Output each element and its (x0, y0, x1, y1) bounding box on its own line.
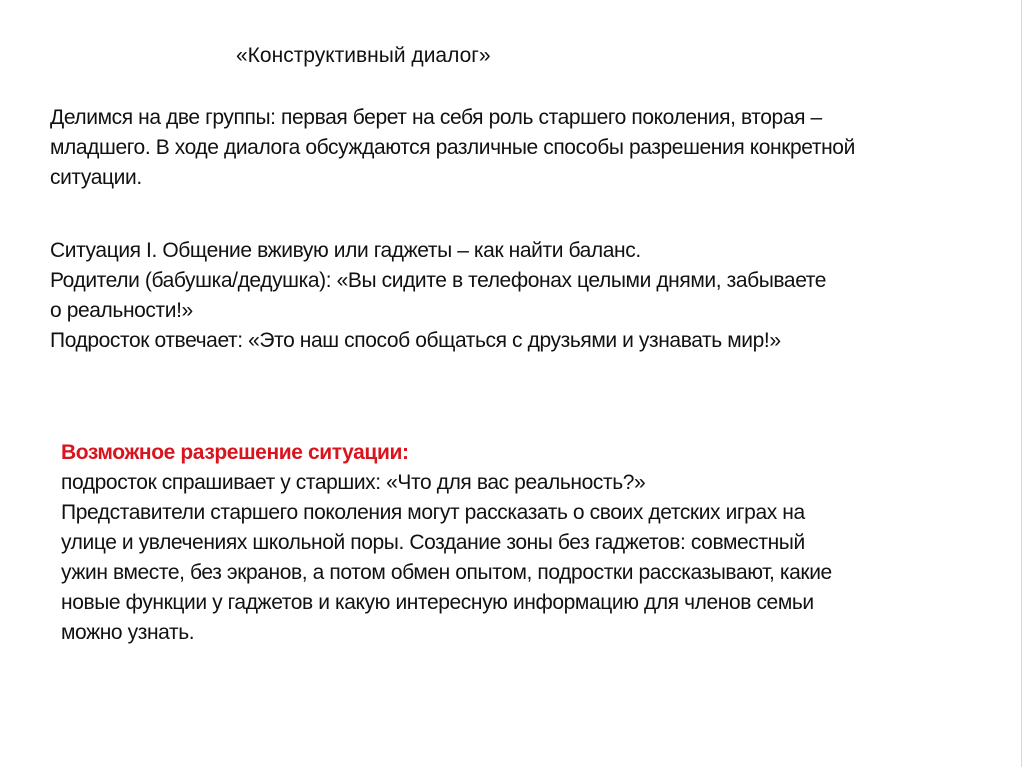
intro-line: ситуации. (50, 166, 142, 189)
parents-quote-line: Родители (бабушка/дедушка): «Вы сидите в телефонах целыми днями, забываете (50, 269, 827, 292)
parents-quote-line: о реальности!» (50, 299, 193, 322)
resolution-line: можно узнать. (61, 621, 195, 644)
slide-edge-divider (1021, 0, 1022, 767)
resolution-line: ужин вместе, без экранов, а потом обмен опытом, подростки рассказывают, какие (61, 561, 832, 584)
teen-reply-line: Подросток отвечает: «Это наш способ общаться с друзьями и узнавать мир!» (50, 329, 781, 352)
situation-title-line: Ситуация I. Общение вживую или гаджеты – как найти баланс. (50, 239, 641, 262)
intro-paragraph (50, 103, 990, 193)
situation-paragraph (50, 236, 1000, 356)
resolution-line: подросток спрашивает у старших: «Что для вас реальность?» (61, 471, 646, 494)
resolution-paragraph (61, 438, 991, 648)
intro-line: Делимся на две группы: первая берет на себя роль старшего поколения, вторая – (50, 106, 822, 129)
resolution-heading: Возможное разрешение ситуации: (61, 441, 409, 464)
resolution-line: улице и увлечениях школьной поры. Создание зоны без гаджетов: совместный (61, 531, 805, 554)
resolution-line: Представители старшего поколения могут рассказать о своих детских играх на (61, 501, 805, 524)
resolution-line: новые функции у гаджетов и какую интересную информацию для членов семьи (61, 591, 814, 614)
slide-title: «Конструктивный диалог» (236, 44, 491, 67)
intro-line: младшего. В ходе диалога обсуждаются различные способы разрешения конкретной (50, 136, 855, 159)
